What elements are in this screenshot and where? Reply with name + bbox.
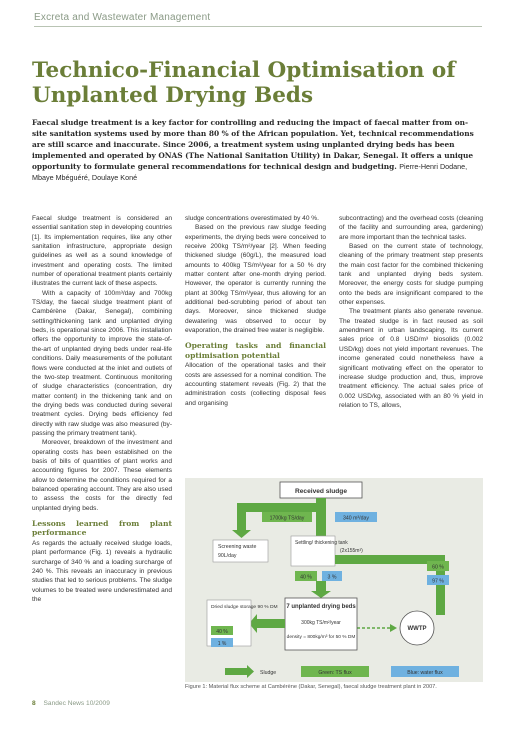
legend-sludge-arrowhead: [247, 665, 254, 678]
settling-tank-dims: (2x155m³): [340, 548, 363, 554]
received-sludge-label: Received sludge: [294, 488, 348, 495]
legend-sludge-swatch: [225, 668, 247, 675]
material-flux-figure: [185, 478, 483, 682]
col2-paragraph-2: Based on the previous raw sludge feeding experiments, the drying beds were conceived to receive 200kg TS/m²/year [2]. When feeding thickened sludge (60g/L), the measured load amounts to 400kg TS/m²/year for a 50 % dry matter content after one-month drying period. However, the operator is currently running the plant at 300kg TS/m²/year, thus allowing for an additional bed-scrubbing period of about ten days. Moreover, since thickened sludge dewatering was observed to occur by evaporation, the drained free water is negligible.: [185, 224, 326, 335]
title-line-2: Unplanted Drying Beds: [32, 83, 314, 108]
page-number: 8: [32, 700, 36, 707]
figure-caption: Figure 1: Material flux scheme at Cambérène (Dakar, Senegal), faecal sludge treatment plant in 2007.: [185, 684, 437, 690]
settling-blue-label: 3 %: [327, 574, 337, 581]
column-3: [339, 214, 483, 410]
effluent-blue-label: 97 %: [432, 578, 444, 585]
page-footer: [32, 700, 110, 707]
col2-heading: Operating tasks and financial optimisation potential: [185, 341, 326, 360]
column-1: [32, 214, 172, 604]
col2-paragraph-3: Allocation of the operational tasks and their costs are assessed for a nominal condition. The accounting statement reveals (Fig. 2) that the administration costs (collecting disposal fees and organising: [185, 362, 326, 407]
settling-green-label: 40 %: [300, 574, 312, 581]
col1-paragraph-2: With a capacity of 100m³/day and 700kg TS/day, the faecal sludge treatment plant of Cambérène (Dakar, Senegal), combining settling/thickening tank and unplanted drying beds, is operational since 2006. This installation offers the opportunity to improve the state-of-the-art of unplanted drying beds under real-life conditions. Daily measurements of the pollutant flows were conducted at the inlet and outlets of the two-step treatment. Continuous monitoring of sludge characteristics (concentration, dry matter content) in the thickening tank and on the drying beds was conducted during several treatment cycles. Drying beds efficiency fed directly with raw sludge was also measured (by-passing the primary treatment tank).: [32, 289, 172, 437]
screening-value: 90L/day: [218, 553, 237, 559]
tank-to-beds-arrow: [316, 581, 326, 591]
screening-drop: [237, 503, 246, 530]
dried-storage-label: Dried sludge storage 90 % DM: [211, 605, 278, 610]
title-line-1: Technico-Financial Optimisation of: [32, 58, 456, 83]
col1-heading: Lessons learned from plant performance: [32, 519, 172, 538]
settling-tank-label-text: Settling/ thickening tank: [295, 540, 348, 546]
beds-to-storage-arrow: [257, 619, 285, 628]
authors: Pierre-Henri Dodane, Mbaye Mbéguéré, Doulaye Koné: [32, 162, 468, 182]
drying-beds-title: 7 unplanted drying beds: [286, 604, 356, 610]
settling-tank-label: [295, 540, 348, 546]
column-2: [185, 214, 326, 408]
dried-green-label: 40 %: [216, 628, 228, 635]
screening-arrowhead: [232, 530, 251, 538]
beds-drain-arrowhead: [390, 624, 397, 632]
col3-paragraph-3: The treatment plants also generate revenue. The treated sludge is in fact reused as soil amendment in urban landscaping. Its current sales price of 0.8 USD/m³ biosolids (0.002 USD/kg) does not yield important revenues. The income generated could nonetheless have a significant motivating effect on the operator to increase sludge production and, thus, improve treatment efficiency. The actual sales price of 0.002 USD/kg, associated with an 80 % yield in relation to TS, allows,: [339, 308, 483, 409]
tank-to-beds-arrowhead: [311, 591, 331, 598]
drying-beds-density: density = 800kg/m³ for 50 % DM: [286, 635, 356, 640]
legend-sludge-label: Sludge: [260, 670, 277, 676]
col1-paragraph-1: Faecal sludge treatment is considered an essential sanitation step in developing countries [1]. Its implementation requires, like any other sanitation infrastructure, appropriate design guidelines as well as a sound knowledge of investment and operating costs. The limited number of operational treatment plants certainly illustrates the current lack of these aspects.: [32, 215, 172, 288]
drying-beds-load: 300kg TS/m²/year: [301, 620, 341, 626]
green-flow-top-label: 1700kg TS/day: [269, 515, 305, 522]
wwtp-label: WWTP: [407, 626, 427, 632]
lead-paragraph: [32, 117, 482, 183]
flux-diagram: [185, 478, 483, 682]
effluent-green-label: 60 %: [432, 564, 444, 571]
section-header: Excreta and Wastewater Management: [34, 12, 211, 23]
header-rule: [34, 26, 482, 27]
col3-paragraph-2: Based on the current state of technology, cleaning of the primary treatment step presents the main cost factor for the combined thickening tank and unplanted drying beds system. Moreover, the energy costs for sludge pumping onto the beds are insignificant compared to the other expenses.: [339, 243, 483, 307]
legend-green-label: Green: TS flux: [318, 670, 352, 676]
screening-branch: [237, 503, 321, 512]
legend-blue-label: Blue: water flux: [407, 670, 443, 676]
dried-blue-label: 1 %: [217, 640, 227, 647]
article-title: [32, 58, 482, 108]
lead-text: Faecal sludge treatment is a key factor for controlling and reducing the impact of faecal matter from on-site sanitation systems used by more than 80 % of the African population. Yet, technical recommendations are still scarce and inaccurate. Since 2006, a treatment system using unplanted drying beds has been implemented and operated by ONAS (The National Sanitation Utility) in Dakar, Senegal. It offers a unique opportunity to formulate general recommendations for technical design and budgeting.: [32, 118, 474, 171]
col1-paragraph-4: As regards the actually received sludge loads, plant performance (Fig. 1) reveals a hydraulic surcharge of 340 % and a loading surcharge of 240 %. This reveals an inaccuracy in previous studies that led to serious problems. The sludge volumes to be treated were underestimated and the: [32, 539, 172, 603]
col3-paragraph-1: subcontracting) and the overhead costs (cleaning of the facility and surrounding area, gardening) are more important than the technical tasks.: [339, 215, 483, 241]
issue-label: Sandec News 10/2009: [43, 700, 110, 707]
col1-paragraph-3: Moreover, breakdown of the investment and operating costs has been established on the basis of bills of quantities of plant works and accounting figures for 2007. These elements allow to determine the conditions required for a balanced operating account. They are also used to assess the costs for the directly fed unplanted drying beds.: [32, 439, 172, 512]
screening-label: Screening waste: [218, 544, 257, 550]
blue-flow-top-label: 340 m³/day: [343, 515, 369, 522]
col2-paragraph-1: sludge concentrations overestimated by 40 %.: [185, 215, 319, 222]
